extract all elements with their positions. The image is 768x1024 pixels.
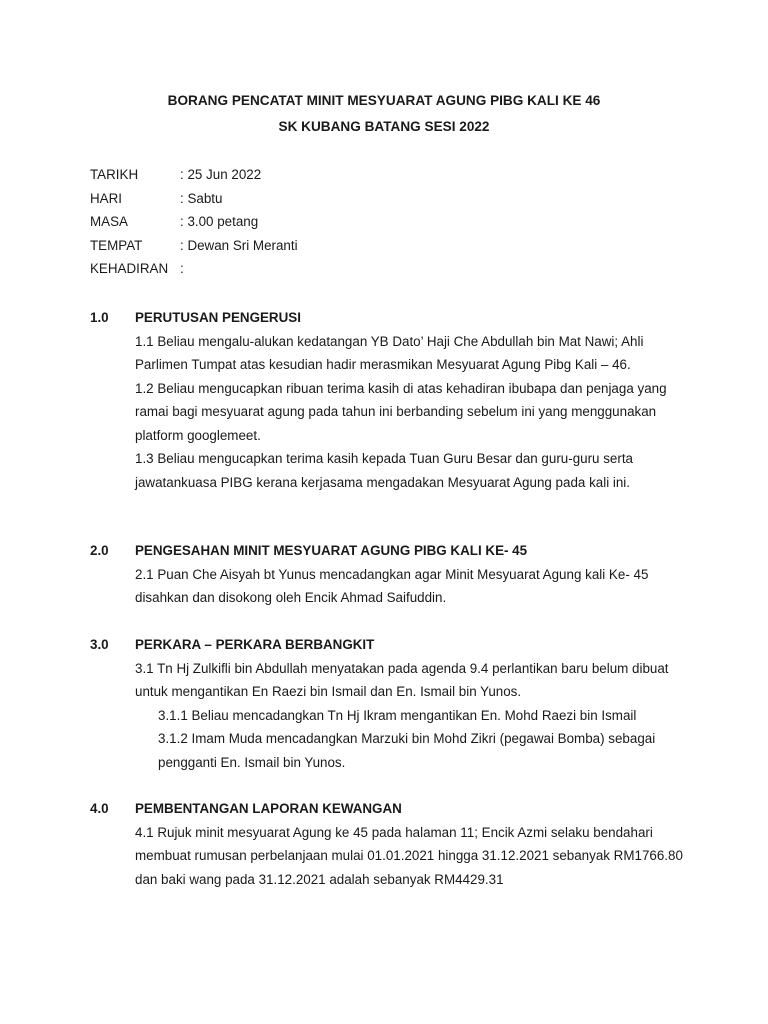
- paragraph-line: 3.1 Tn Hj Zulkifli bin Abdullah menyatakan pada agenda 9.4 perlantikan baru belum dibuat: [135, 660, 669, 676]
- section-heading: [90, 542, 690, 566]
- info-label: KEHADIRAN: [90, 261, 169, 276]
- paragraph-line: disahkan dan disokong oleh Encik Ahmad Saifuddin.: [135, 590, 447, 605]
- paragraph-line: platform googlemeet.: [135, 427, 261, 443]
- sub-item-line: 3.1.1 Beliau mencadangkan Tn Hj Ikram mengantikan En. Mohd Raezi bin Ismail: [158, 707, 637, 723]
- info-value: : Sabtu: [180, 190, 223, 206]
- info-label: HARI: [90, 190, 122, 206]
- paragraph-line: untuk mengantikan En Raezi bin Ismail dan En. Ismail bin Yunos.: [135, 684, 522, 699]
- sub-item-line: 3.1.2 Imam Muda mencadangkan Marzuki bin Mohd Zikri (pegawai Bomba) sebagai: [158, 731, 656, 746]
- info-label: MASA: [90, 214, 128, 229]
- info-value: : 25 Jun 2022: [180, 167, 262, 182]
- paragraph-line: 1.2 Beliau mengucapkan ribuan terima kasih di atas kehadiran ibubapa dan penjaga yang: [135, 380, 667, 396]
- section-number: 3.0: [90, 637, 109, 652]
- section-title: PENGESAHAN MINIT MESYUARAT AGUNG PIBG KALI KE- 45: [135, 543, 528, 558]
- paragraph-line: membuat rumusan perbelanjaan mulai 01.01.2021 hingga 31.12.2021 sebanyak RM1766.80: [135, 848, 683, 863]
- info-value: :: [180, 261, 184, 276]
- section-title: PEMBENTANGAN LAPORAN KEWANGAN: [135, 801, 402, 816]
- sub-item-line: pengganti En. Ismail bin Yunos.: [158, 754, 346, 770]
- paragraph-line: Parlimen Tumpat atas kesudian hadir merasmikan Mesyuarat Agung Pibg Kali – 46.: [135, 357, 631, 372]
- paragraph-line: 4.1 Rujuk minit mesyuarat Agung ke 45 pada halaman 11; Encik Azmi selaku bendahari: [135, 824, 653, 840]
- section-2: [90, 542, 690, 613]
- section-1: [90, 309, 690, 497]
- paragraph-line: ramai bagi mesyuarat agung pada tahun ini berbanding sebelum ini yang menggunakan: [135, 404, 657, 419]
- section-heading: [90, 800, 690, 824]
- paragraph-line: 1.1 Beliau mengalu-alukan kedatangan YB Dato’ Haji Che Abdullah bin Mat Nawi; Ahli: [135, 333, 644, 349]
- section-title: PERUTUSAN PENGERUSI: [135, 310, 301, 325]
- paragraph-line: jawatankuasa PIBG kerana kerjasama mengadakan Mesyuarat Agung pada kali ini.: [135, 474, 631, 490]
- paragraph-line: dan baki wang pada 31.12.2021 adalah sebanyak RM4429.31: [135, 871, 504, 887]
- section-3: [90, 636, 690, 777]
- section-number: 4.0: [90, 801, 109, 816]
- info-label: TARIKH: [90, 167, 139, 182]
- info-value: : 3.00 petang: [180, 214, 259, 229]
- section-heading: [90, 636, 690, 660]
- info-label: TEMPAT: [90, 237, 143, 253]
- paragraph-line: 2.1 Puan Che Aisyah bt Yunus mencadangkan agar Minit Mesyuarat Agung kali Ke- 45: [135, 566, 649, 582]
- section-title: PERKARA – PERKARA BERBANGKIT: [135, 637, 375, 652]
- document-title: BORANG PENCATAT MINIT MESYUARAT AGUNG PIBG KALI KE 46: [167, 93, 601, 108]
- info-value: : Dewan Sri Meranti: [180, 237, 298, 253]
- paragraph-line: 1.3 Beliau mengucapkan terima kasih kepada Tuan Guru Besar dan guru-guru serta: [135, 451, 633, 466]
- section-4: [90, 800, 690, 894]
- section-heading: [90, 309, 690, 333]
- document-subtitle: SK KUBANG BATANG SESI 2022: [278, 119, 490, 134]
- section-number: 2.0: [90, 543, 109, 558]
- section-number: 1.0: [90, 310, 109, 325]
